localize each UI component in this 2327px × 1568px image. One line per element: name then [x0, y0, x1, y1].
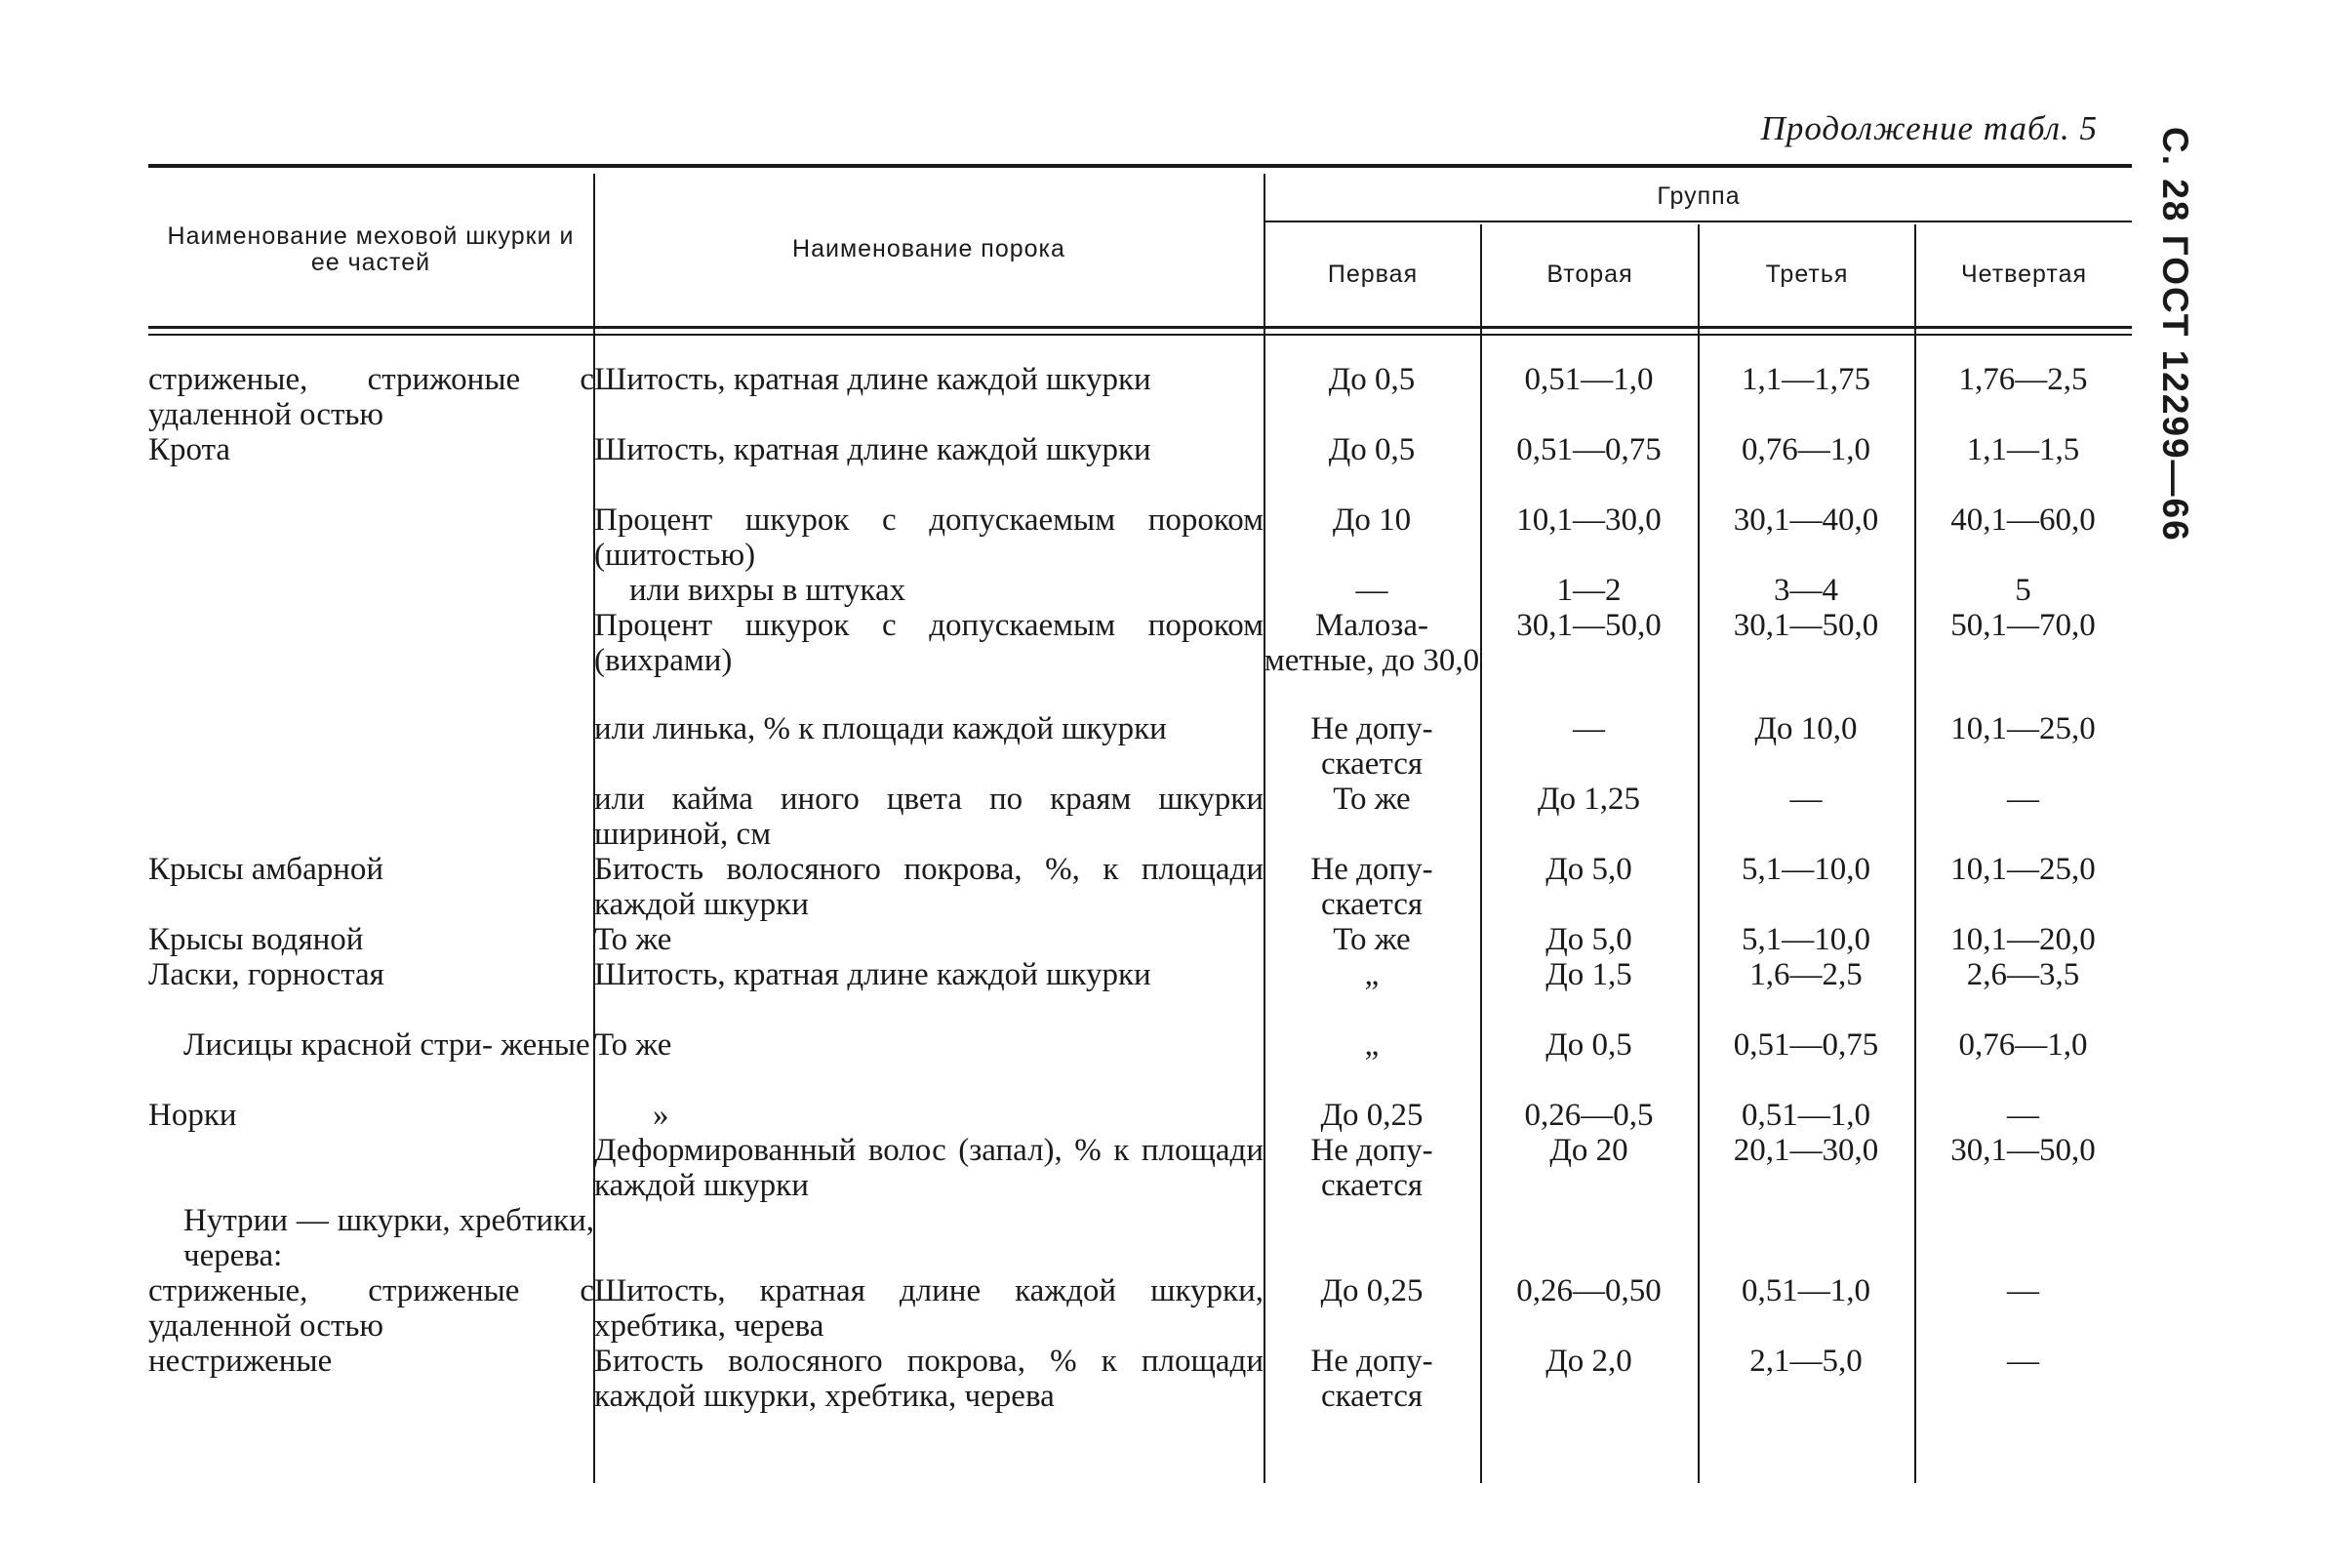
- table-row: [148, 432, 2132, 503]
- row-group-3: 0,51—1,0: [1742, 1273, 1870, 1308]
- row-defect: Шитость, кратная длине каждой шкурки: [594, 432, 1151, 467]
- row-group-2: До 0,5: [1545, 1027, 1632, 1063]
- table-row: [148, 1133, 2132, 1203]
- row-group-2: До 20: [1549, 1133, 1628, 1168]
- row-group-4: —: [2007, 1273, 2039, 1308]
- row-group-4: —: [2007, 782, 2039, 817]
- row-defect: Битость волосяного покрова, %, к площади каждой шкурки: [594, 852, 1264, 922]
- row-defect: Битость волосяного покрова, % к площади каждой шкурки, хребтика, черева: [594, 1344, 1264, 1414]
- row-skin-name: Ласки, горностая: [148, 957, 384, 992]
- table-row: [148, 1273, 2132, 1344]
- row-group-1: Не допу- скается: [1310, 1344, 1433, 1414]
- table-top-rule: [148, 164, 2132, 168]
- row-skin-name: [148, 711, 594, 782]
- table-row: [148, 782, 2132, 852]
- row-group-3: 30,1—50,0: [1733, 608, 1879, 643]
- row-group-1: „: [1364, 957, 1380, 992]
- table-row: [148, 573, 2132, 608]
- row-defect: То же: [594, 922, 672, 957]
- row-defect: Деформированный волос (запал), % к площади каждой шкурки: [594, 1133, 1264, 1203]
- row-defect: Процент шкурок с допускаемым пороком (вихрами): [594, 608, 1264, 678]
- row-group-3: 0,51—0,75: [1733, 1027, 1879, 1063]
- row-group-3: 5,1—10,0: [1742, 922, 1870, 957]
- row-group-4: 1,1—1,5: [1966, 432, 2080, 467]
- row-group-2: [1480, 1203, 1698, 1273]
- row-group-4: 10,1—25,0: [1950, 852, 2096, 887]
- row-skin-name: Норки: [148, 1098, 237, 1133]
- row-skin-name: Крота: [148, 432, 231, 467]
- row-group-2: 10,1—30,0: [1516, 503, 1662, 538]
- table-row: [148, 922, 2132, 957]
- row-group-1: До 0,25: [1320, 1098, 1424, 1133]
- row-group-3: 1,6—2,5: [1749, 957, 1863, 992]
- row-skin-name: Нутрии — шкурки, хребтики, черева:: [183, 1203, 594, 1273]
- row-group-2: До 1,25: [1537, 782, 1640, 817]
- row-group-4: 2,6—3,5: [1966, 957, 2080, 992]
- row-group-1: До 0,5: [1328, 432, 1416, 467]
- row-group-3: —: [1789, 782, 1823, 817]
- header-group-second: Вторая: [1546, 261, 1633, 289]
- row-group-1: Малоза- метные, до 30,0: [1264, 608, 1480, 678]
- row-group-2: —: [1573, 711, 1605, 746]
- row-defect: Шитость, кратная длине каждой шкурки: [594, 957, 1151, 992]
- row-skin-name: [148, 573, 594, 608]
- row-skin-name: Крысы амбарной: [148, 852, 384, 887]
- table-row: [148, 1203, 2132, 1273]
- header-group: Группа: [1657, 182, 1741, 211]
- row-group-2: До 2,0: [1545, 1344, 1632, 1379]
- row-group-1: То же: [1333, 782, 1411, 817]
- row-skin-name: Лисицы красной стри- женые: [183, 1027, 590, 1063]
- table-row: [148, 362, 2132, 432]
- table-row: [148, 1344, 2132, 1449]
- row-group-4: 10,1—25,0: [1950, 711, 2096, 746]
- row-skin-name: [148, 782, 594, 852]
- row-group-2: До 5,0: [1545, 852, 1632, 887]
- row-skin-name: нестриженые: [148, 1344, 333, 1379]
- row-group-2: 0,26—0,50: [1516, 1273, 1662, 1308]
- row-group-3: [1698, 1203, 1914, 1273]
- row-group-4: 5: [2015, 573, 2031, 608]
- row-skin-name: [148, 608, 594, 711]
- header-group-fourth: Четвертая: [1960, 261, 2088, 289]
- row-group-1: „: [1364, 1027, 1380, 1063]
- row-group-4: —: [2007, 1098, 2039, 1133]
- row-defect: Шитость, кратная длине каждой шкурки, хребтика, черева: [594, 1273, 1264, 1344]
- row-group-3: 5,1—10,0: [1742, 852, 1870, 887]
- page-side-header: С. 28 ГОСТ 12299—66: [2155, 127, 2195, 543]
- header-bottom-rule-1: [148, 326, 2132, 329]
- table-row: [148, 503, 2132, 573]
- row-group-3: 20,1—30,0: [1733, 1133, 1879, 1168]
- row-group-3: До 10,0: [1754, 711, 1858, 746]
- row-group-2: 0,26—0,5: [1524, 1098, 1654, 1133]
- row-group-1: До 10: [1332, 503, 1412, 538]
- row-group-4: 30,1—50,0: [1950, 1133, 2096, 1168]
- row-defect: [594, 1203, 1264, 1273]
- row-group-2: 0,51—1,0: [1524, 362, 1654, 397]
- header-group-first: Первая: [1327, 261, 1419, 289]
- row-group-3: 30,1—40,0: [1733, 503, 1879, 538]
- row-group-2: 30,1—50,0: [1516, 608, 1662, 643]
- row-group-2: 0,51—0,75: [1516, 432, 1662, 467]
- row-group-4: 40,1—60,0: [1950, 503, 2096, 538]
- row-defect: То же: [594, 1027, 672, 1063]
- header-col-defect: Наименование порока: [792, 235, 1065, 263]
- row-group-1: Не допу- скается: [1310, 1133, 1433, 1203]
- row-group-1: [1264, 1203, 1480, 1273]
- row-group-4: 50,1—70,0: [1950, 608, 2096, 643]
- page-caption: Продолжение табл. 5: [1760, 109, 2098, 147]
- row-defect: или линька, % к площади каждой шкурки: [594, 711, 1167, 746]
- row-group-2: До 1,5: [1545, 957, 1632, 992]
- row-defect: или кайма иного цвета по краям шкурки шириной, см: [594, 782, 1264, 852]
- header-group-third: Третья: [1765, 261, 1849, 289]
- row-defect: Процент шкурок с допускаемым пороком (шитостью): [594, 503, 1264, 573]
- table-row: [148, 608, 2132, 711]
- row-group-3: 0,51—1,0: [1742, 1098, 1870, 1133]
- row-skin-name: [148, 503, 594, 573]
- table-row: [148, 711, 2132, 782]
- header-col-name: Наименование меховой шкурки и ее частей: [167, 221, 575, 276]
- row-group-1: До 0,5: [1328, 362, 1416, 397]
- row-skin-name: [148, 1133, 594, 1203]
- row-group-1: То же: [1333, 922, 1411, 957]
- row-group-3: 1,1—1,75: [1742, 362, 1870, 397]
- row-group-4: 1,76—2,5: [1958, 362, 2088, 397]
- row-defect: »: [653, 1098, 669, 1133]
- row-skin-name: Крысы водяной: [148, 922, 364, 957]
- table-row: [148, 1027, 2132, 1098]
- row-group-3: 2,1—5,0: [1749, 1344, 1863, 1379]
- defects-table: [148, 362, 2132, 1449]
- table-row: [148, 1098, 2132, 1133]
- row-group-4: 10,1—20,0: [1950, 922, 2096, 957]
- row-group-2: 1—2: [1556, 573, 1622, 608]
- row-skin-name: стриженые, стриженые с удаленной остью: [148, 1273, 594, 1344]
- row-group-1: —: [1355, 573, 1388, 608]
- row-group-3: 3—4: [1774, 573, 1838, 608]
- row-group-1: Не допу- скается: [1310, 852, 1433, 922]
- row-group-4: —: [2007, 1344, 2039, 1379]
- row-defect: или вихры в штуках: [629, 573, 906, 608]
- row-group-1: Не допу- скается: [1310, 711, 1433, 782]
- row-group-4: [1914, 1203, 2132, 1273]
- header-bottom-rule-2: [148, 334, 2132, 336]
- row-defect: Шитость, кратная длине каждой шкурки: [594, 362, 1151, 397]
- row-skin-name: стриженые, стрижоные с удаленной остью: [148, 362, 594, 432]
- group-rule: [1264, 221, 2132, 222]
- row-group-1: До 0,25: [1320, 1273, 1424, 1308]
- row-group-2: До 5,0: [1545, 922, 1632, 957]
- row-group-4: 0,76—1,0: [1958, 1027, 2088, 1063]
- table-row: [148, 957, 2132, 1027]
- table-row: [148, 852, 2132, 922]
- row-group-3: 0,76—1,0: [1742, 432, 1870, 467]
